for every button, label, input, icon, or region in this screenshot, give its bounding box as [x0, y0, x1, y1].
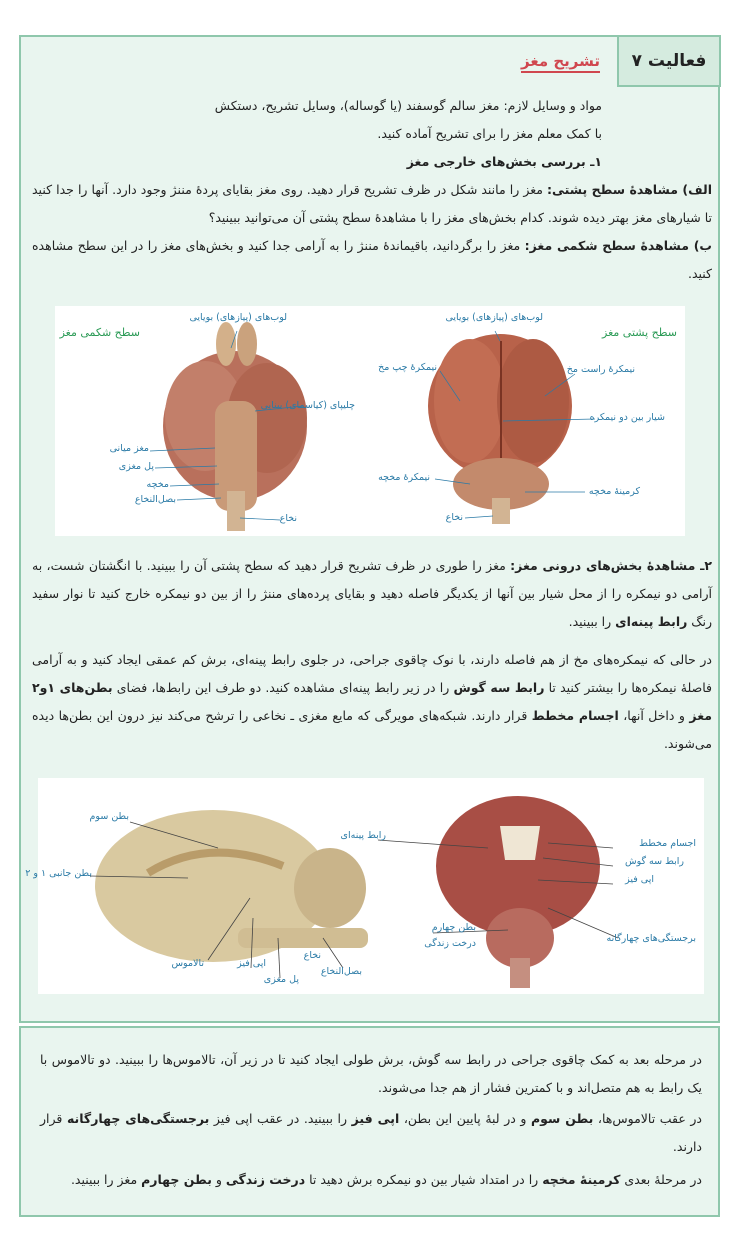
- section2-paragraph-1: [32, 552, 712, 636]
- section2-paragraph-2: [32, 646, 712, 758]
- label-third-ventricle: بطن سوم: [89, 811, 129, 822]
- brain-internal-figure: [25, 778, 704, 994]
- term-arbor-vitae: درخت زندگی: [225, 1172, 306, 1187]
- dorsal-label-spinal-cord: نخاع: [445, 512, 463, 523]
- section3-text-2g: قرار دارند.: [40, 1111, 702, 1154]
- label-thalamus: تالاموس: [171, 958, 204, 969]
- ventral-text: مغز را برگردانید، باقیماندۀ مننژ را به آرامی جدا کنید و بخش‌های مغز را در این سطح مشاهده کنید.: [32, 238, 712, 281]
- term-fourth-ventricle: بطن چهارم: [141, 1172, 212, 1187]
- section2-heading: ۲ـ مشاهدۀ بخش‌های درونی مغز:: [510, 558, 712, 573]
- section3-text-2c: و در لبۀ پایین این بطن،: [399, 1111, 531, 1126]
- dorsal-surface-title: سطح پشتی مغز: [602, 326, 677, 339]
- section1-heading: ۱ـ بررسی بخش‌های خارجی مغز: [406, 154, 602, 169]
- dissected-brain-image: [436, 796, 600, 988]
- ventral-label-chiasm: چلیپای (کیاسمای) بینایی: [260, 400, 355, 411]
- section3-text-2e: را ببینید. در عقب اپی فیز: [209, 1111, 352, 1126]
- section2-text-2c: را در زیر رابط پینه‌ای مشاهده کنید. دو طرف این رابط‌ها، فضای: [112, 680, 454, 695]
- dorsal-label-vermis: کرمینۀ مخچه: [588, 486, 640, 497]
- label-fourth-ventricle: بطن چهارم: [431, 922, 476, 933]
- section3-paragraph-2: [40, 1105, 702, 1161]
- term-corpora-quadrigemina: برجستگی‌های چهارگانه: [66, 1111, 210, 1126]
- term-lateral-ventricles: بطن‌های ۱و۲ مغز: [32, 680, 712, 723]
- ventral-surface-title: سطح شکمی مغز: [59, 326, 140, 339]
- dorsal-label-right-hemisphere: نیمکرۀ راست مخ: [566, 364, 635, 375]
- ventral-label-medulla: بصل‌النخاع: [134, 494, 176, 505]
- label-epiphysis-left: اپی فیز: [237, 958, 266, 969]
- ventral-label-spinal-cord: نخاع: [279, 513, 297, 524]
- section2-text-2e: و داخل آنها،: [618, 708, 690, 723]
- sagittal-brain-image: [95, 810, 368, 962]
- section3-text-2a: در عقب تالاموس‌ها،: [593, 1111, 702, 1126]
- ventral-label-midbrain: مغز میانی: [109, 443, 149, 454]
- term-epiphysis: اپی فیز: [351, 1111, 400, 1126]
- dorsal-label-cerebellar-hemisphere: نیمکرۀ مخچه: [378, 472, 430, 483]
- term-third-ventricle: بطن سوم: [530, 1111, 594, 1126]
- materials-text: مواد و وسایل لازم: مغز سالم گوسفند (یا گوساله)، وسایل تشریح، دستکش: [214, 98, 602, 113]
- term-fornix: رابط سه گوش: [453, 680, 545, 695]
- section3-paragraph-1: در مرحله بعد به کمک چاقوی جراحی در رابط سه گوش، برش طولی ایجاد کنید تا در زیر آن، تالاموس‌ها را ببینید. دو تالاموس با یک رابط به هم متصل‌اند و با کمترین فشار از هم جدا می‌شوند.: [40, 1052, 702, 1095]
- ventral-label-olfactory: لوب‌های (پیازهای) بویایی: [189, 312, 287, 323]
- brain-external-figure: [55, 306, 685, 536]
- section1-paragraph-a: [32, 176, 712, 232]
- dorsal-label-left-hemisphere: نیمکرۀ چپ مخ: [378, 362, 437, 373]
- label-corpus-callosum: رابط پینه‌ای: [340, 830, 386, 841]
- dorsal-brain-image: [428, 334, 572, 524]
- term-striatum: اجسام مخطط: [531, 708, 619, 723]
- section3-text-3e: و: [211, 1172, 226, 1187]
- ventral-label-pons: پل مغزی: [118, 461, 154, 472]
- dorsal-heading: الف) مشاهدۀ سطح پشتی:: [547, 182, 712, 197]
- label-pons: پل مغزی: [263, 974, 299, 985]
- section1-paragraph-b: [32, 232, 712, 288]
- activity-label: فعالیت ۷: [617, 35, 721, 87]
- label-arbor-vitae: درخت زندگی: [424, 938, 476, 949]
- ventral-label-cerebellum: مخچه: [146, 479, 169, 490]
- ventral-heading: ب) مشاهدۀ سطح شکمی مغز:: [524, 238, 712, 253]
- section3-text-3c: را در امتداد شیار بین دو نیمکره برش دهید تا: [305, 1172, 543, 1187]
- section2-text-2a: در حالی که نیمکره‌های مخ از هم فاصله دارند، با نوک چاقوی جراحی، در جلوی رابط پینه‌ای، برش کم عمقی ایجاد کنید و به آرامی فاصلۀ نیمکره‌ها را بیشتر کنید تا: [32, 652, 712, 695]
- brain-internal-illustration: [38, 778, 704, 994]
- dorsal-label-fissure: شیار بین دو نیمکره: [589, 412, 665, 423]
- dorsal-text: مغز را مانند شکل در ظرف تشریح قرار دهید. روی مغز بقایای پردۀ مننژ وجود دارد. آنها را جدا کنید تا شیارهای مغز بهتر دیده شوند. کدام بخش‌های مغز را با مشاهدۀ سطح پشتی آن می‌توانید ببینید؟: [32, 182, 712, 225]
- page-title: تشریح مغز: [521, 52, 600, 73]
- section2-text-1a: مغز را طوری در ظرف تشریح قرار دهید که سطح پشتی آن را ببینید. با انگشتان شست، به آرامی دو نیمکره را از محل شیار بین آنها از یکدیگر فاصله دهید و بقایای پرده‌های مننژ را از بین دو نیمکره خارج کنید تا نوار سفید رنگ: [32, 558, 712, 629]
- label-epiphysis-right: اپی فیز: [625, 874, 654, 885]
- section3-text-3a: در مرحلۀ بعدی: [620, 1172, 702, 1187]
- label-fornix: رابط سه گوش: [624, 856, 684, 867]
- section2-text-1c: را ببینید.: [568, 614, 616, 629]
- dorsal-label-olfactory: لوب‌های (پیازهای) بویایی: [445, 312, 543, 323]
- section3-paragraph-3: [40, 1166, 702, 1194]
- label-striatum: اجسام مخطط: [639, 838, 696, 849]
- section2-text-2g: قرار دارند. شبکه‌های مویرگی که مایع مغزی ـ نخاعی را ترشح می‌کند نیز درون این بطن‌ها دیده می‌شوند.: [32, 708, 712, 751]
- section3-text-3g: مغز را ببینید.: [70, 1172, 142, 1187]
- label-medulla: بصل‌النخاع: [320, 966, 362, 977]
- label-lateral-ventricles: بطن جانبی ۱ و ۲: [25, 868, 92, 879]
- label-spinal-cord: نخاع: [303, 950, 321, 961]
- prepare-text: با کمک معلم مغز را برای تشریح آماده کنید.: [377, 126, 602, 141]
- term-vermis: کرمینۀ مخچه: [542, 1172, 621, 1187]
- label-corpora-quadrigemina: برجستگی‌های چهارگانه: [606, 933, 696, 944]
- term-corpus-callosum: رابط پینه‌ای: [615, 614, 688, 629]
